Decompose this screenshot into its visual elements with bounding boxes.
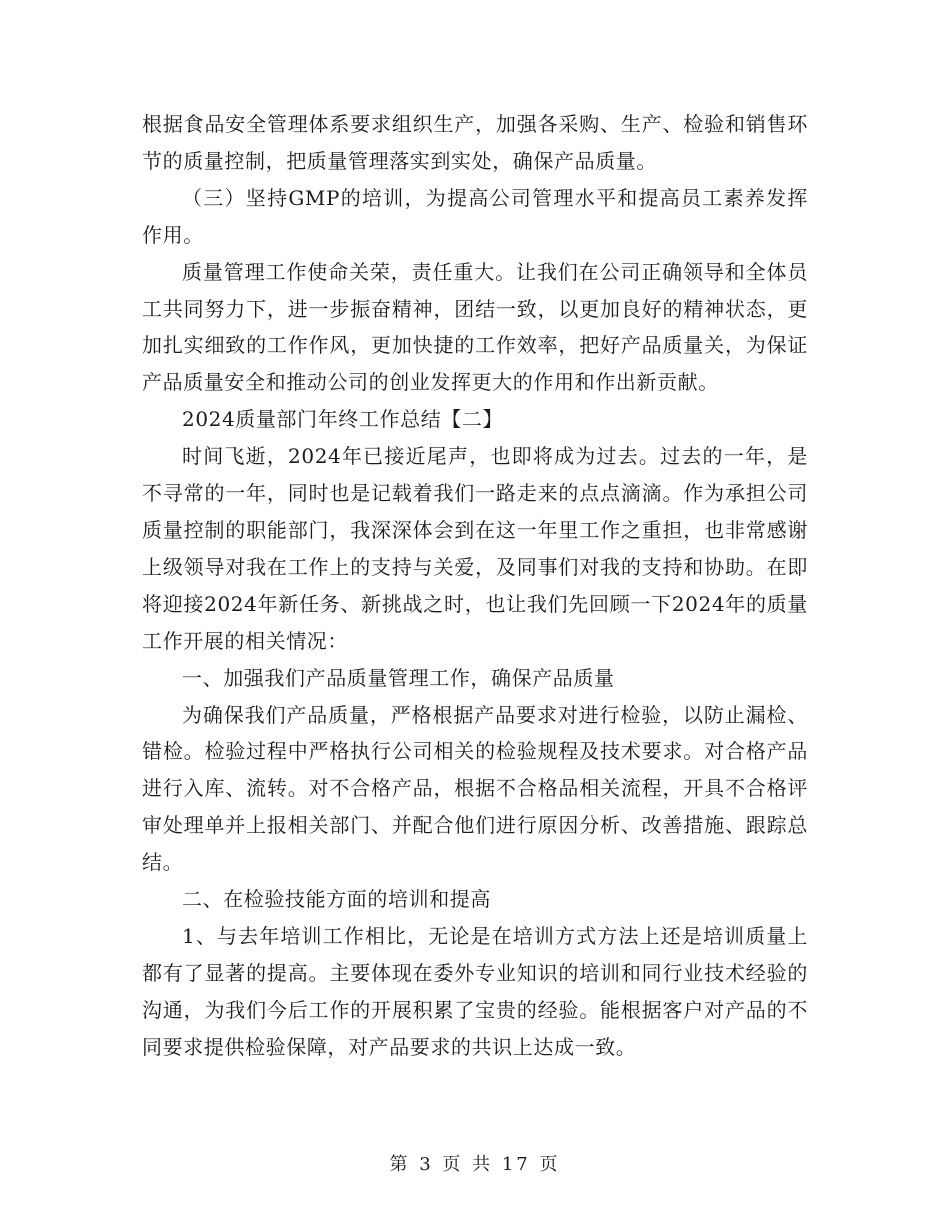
subheading-training: 二、在检验技能方面的培训和提高 (182, 887, 491, 912)
subheading-quality-management: 一、加强我们产品质量管理工作，确保产品质量 (182, 665, 615, 690)
paragraph-year-review: 时间飞逝，2024年已接近尾声，也即将成为过去。过去的一年，是不寻常的一年，同时也是记载着我们一路走来的点点滴滴。作为承担公司质量控制的职能部门，我深深体会到在这一年里工作之重担，也非常感谢上级领导对我在工作上的支持与关爱，及同事们对我的支持和协助。在即将迎接2024年新任务、新挑战之时，也让我们先回顾一下2024年的质量工作开展的相关情况： (142, 444, 808, 653)
paragraph-inspection: 为确保我们产品质量，严格根据产品要求对进行检验，以防止漏检、错检。检验过程中严格执行公司相关的检验规程及技术要求。对合格产品进行入库、流转。对不合格产品，根据不合格品相关流程，开具不合格评审处理单并上报相关部门、并配合他们进行原因分析、改善措施、跟踪总结。 (142, 702, 808, 875)
section-heading-summary-two: 2024质量部门年终工作总结【二】 (182, 407, 504, 432)
paragraph-gmp-training: （三）坚持GMP的培训，为提高公司管理水平和提高员工素养发挥作用。 (142, 185, 808, 247)
paragraph-continuation: 根据食品安全管理体系要求组织生产，加强各采购、生产、检验和销售环节的质量控制，把质量管理落实到实处，确保产品质量。 (142, 112, 808, 173)
paragraph-training-detail: 1、与去年培训工作相比，无论是在培训方式方法上还是培训质量上都有了显著的提高。主要体现在委外专业知识的培训和同行业技术经验的沟通，为我们今后工作的开展积累了宝贵的经验。能根据客户对产品的不同要求提供检验保障，对产品要求的共识上达成一致。 (142, 923, 808, 1059)
document-body (142, 106, 808, 1066)
page-number-footer: 第 3 页 共 17 页 (389, 1154, 561, 1175)
paragraph-mission: 质量管理工作使命关荣，责任重大。让我们在公司正确领导和全体员工共同努力下，进一步振奋精神，团结一致，以更加良好的精神状态，更加扎实细致的工作作风，更加快捷的工作效率，把好产品质量关，为保证产品质量安全和推动公司的创业发挥更大的作用和作出新贡献。 (142, 259, 808, 395)
